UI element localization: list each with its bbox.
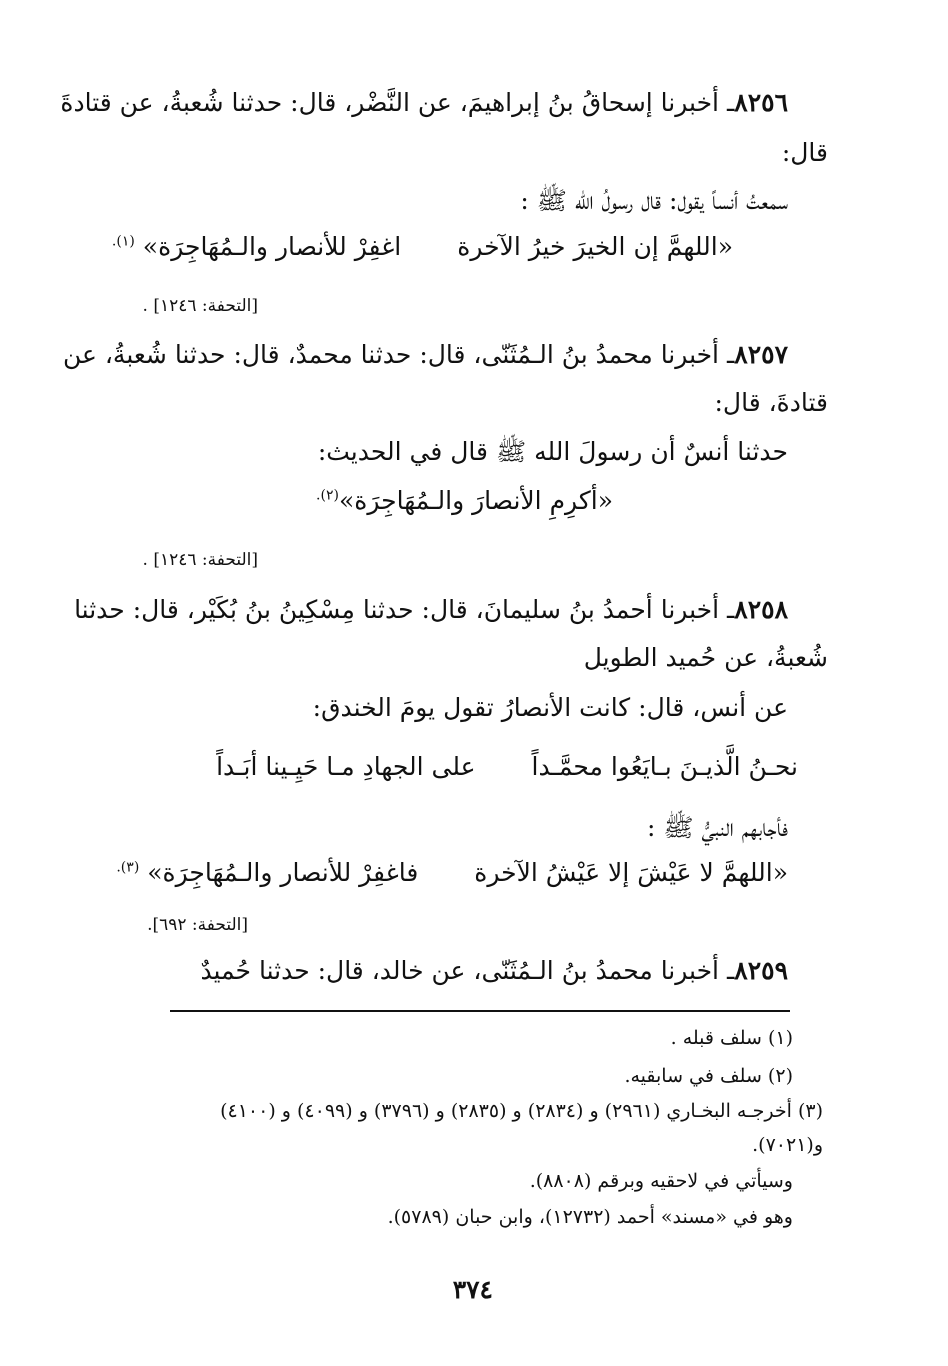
footnote-3-line2: و(٧٠٢١). — [752, 1134, 823, 1156]
hadith-8256-verse — [112, 232, 733, 261]
hadith-8258-line3: عن أنس، قال: كانت الأنصارُ تقول يومَ الخندق: — [312, 693, 788, 722]
hadith-8257-line1 — [63, 340, 788, 369]
footnote-divider — [170, 1010, 790, 1012]
hadith-8258-verse-1 — [216, 752, 798, 781]
hadith-number: ٨٢٥٦ — [734, 88, 788, 117]
hadith-8256-line1 — [60, 88, 788, 117]
footnote-ref: (١). — [111, 233, 135, 250]
tuhfa-ref: [التحفة: ١٢٤٦] . — [142, 296, 258, 316]
hadith-8258-line2: شُعبةُ، عن حُميد الطويل — [583, 643, 828, 672]
hadith-8257-line2: قتادةَ، قال: — [714, 388, 828, 417]
hadith-text: ـ أخبرنا إسحاقُ بنُ إبراهيمَ، عن النَّضْر، قال: حدثنا شُعبةُ، عن قتادةَ — [60, 88, 735, 117]
hadith-number: ٨٢٥٨ — [734, 595, 788, 624]
verse-hemistich-2: فاغفِرْ للأنصار والـمُهَاجِرَة» $^{(٣).}$ — [116, 858, 419, 887]
tuhfa-ref: [التحفة: ١٢٤٦] . — [142, 550, 258, 570]
footnote-3-line1: (٣) أخرجـه البخـاري (٢٩٦١) و (٢٨٣٤) و (٢٨٣٥) و (٣٧٩٦) و (٤٠٩٩) و (٤١٠٠) — [220, 1100, 823, 1122]
tuhfa-ref: [التحفة: ٦٩٢]. — [147, 915, 248, 935]
hadith-text: ـ أخبرنا محمدُ بنُ الـمُثَنّى، قال: حدثنا محمدٌ، قال: حدثنا شُعبةُ، عن — [62, 340, 735, 369]
verse-hemistich-1: نحـنُ الَّذيـنَ بـايَعُوا محمَّـداً — [531, 752, 798, 781]
hadith-8257-line4: «أكرِمِ الأنصارَ والـمُهَاجِرَة»$^{(٢).}$ — [316, 486, 613, 515]
hadith-text: ـ أخبرنا محمدُ بنُ الـمُثَنّى، عن خالد، قال: حدثنا حُميدٌ — [200, 956, 735, 985]
hadith-8258-line4: فأجابهم النبيُّ ﷺ : — [647, 813, 788, 842]
footnote-3-line3: وسيأتي في لاحقيه وبرقم (٨٨٠٨). — [529, 1170, 793, 1192]
page-number: ٣٧٤ — [452, 1275, 493, 1304]
footnote-ref: (٣). — [116, 859, 140, 876]
hadith-number: ٨٢٥٧ — [734, 340, 788, 369]
hadith-8257-line3: حدثنا أنسٌ أن رسولَ الله ﷺ قال في الحديث: — [317, 437, 788, 466]
verse-hemistich-1: «اللهمَّ إن الخيرَ خيرُ الآخرة — [457, 232, 733, 261]
hadith-8258-verse-2 — [116, 858, 788, 887]
footnote-1: (١) سلف قبله . — [670, 1027, 793, 1049]
verse-hemistich-2: اغفِرْ للأنصار والـمُهَاجِرَة» $^{(١).}$ — [111, 232, 402, 261]
hadith-8259-line1 — [200, 956, 788, 985]
footnote-ref: (٢). — [316, 487, 339, 504]
verse-hemistich-2: على الجهادِ مـا حَيِـينا أبَـداً — [216, 752, 476, 781]
hadith-8258-line1 — [74, 595, 788, 624]
hadith-number: ٨٢٥٩ — [734, 956, 788, 985]
hadith-8256-line2: قال: — [781, 138, 828, 167]
footnote-2: (٢) سلف في سابقيه. — [624, 1065, 793, 1087]
verse-hemistich-1: «اللهمَّ لا عَيْشَ إلا عَيْشُ الآخرة — [474, 858, 788, 887]
hadith-8256-line3: سمعتُ أنساً يقول: قال رسولُ الله ﷺ : — [520, 186, 788, 215]
footnote-3-line4: وهو في «مسند» أحمد (١٢٧٣٢)، وابن حبان (٥٧٨٩). — [387, 1206, 793, 1228]
hadith-text: ـ أخبرنا أحمدُ بنُ سليمانَ، قال: حدثنا مِسْكِينُ بنُ بُكَيْر، قال: حدثنا — [74, 595, 735, 624]
